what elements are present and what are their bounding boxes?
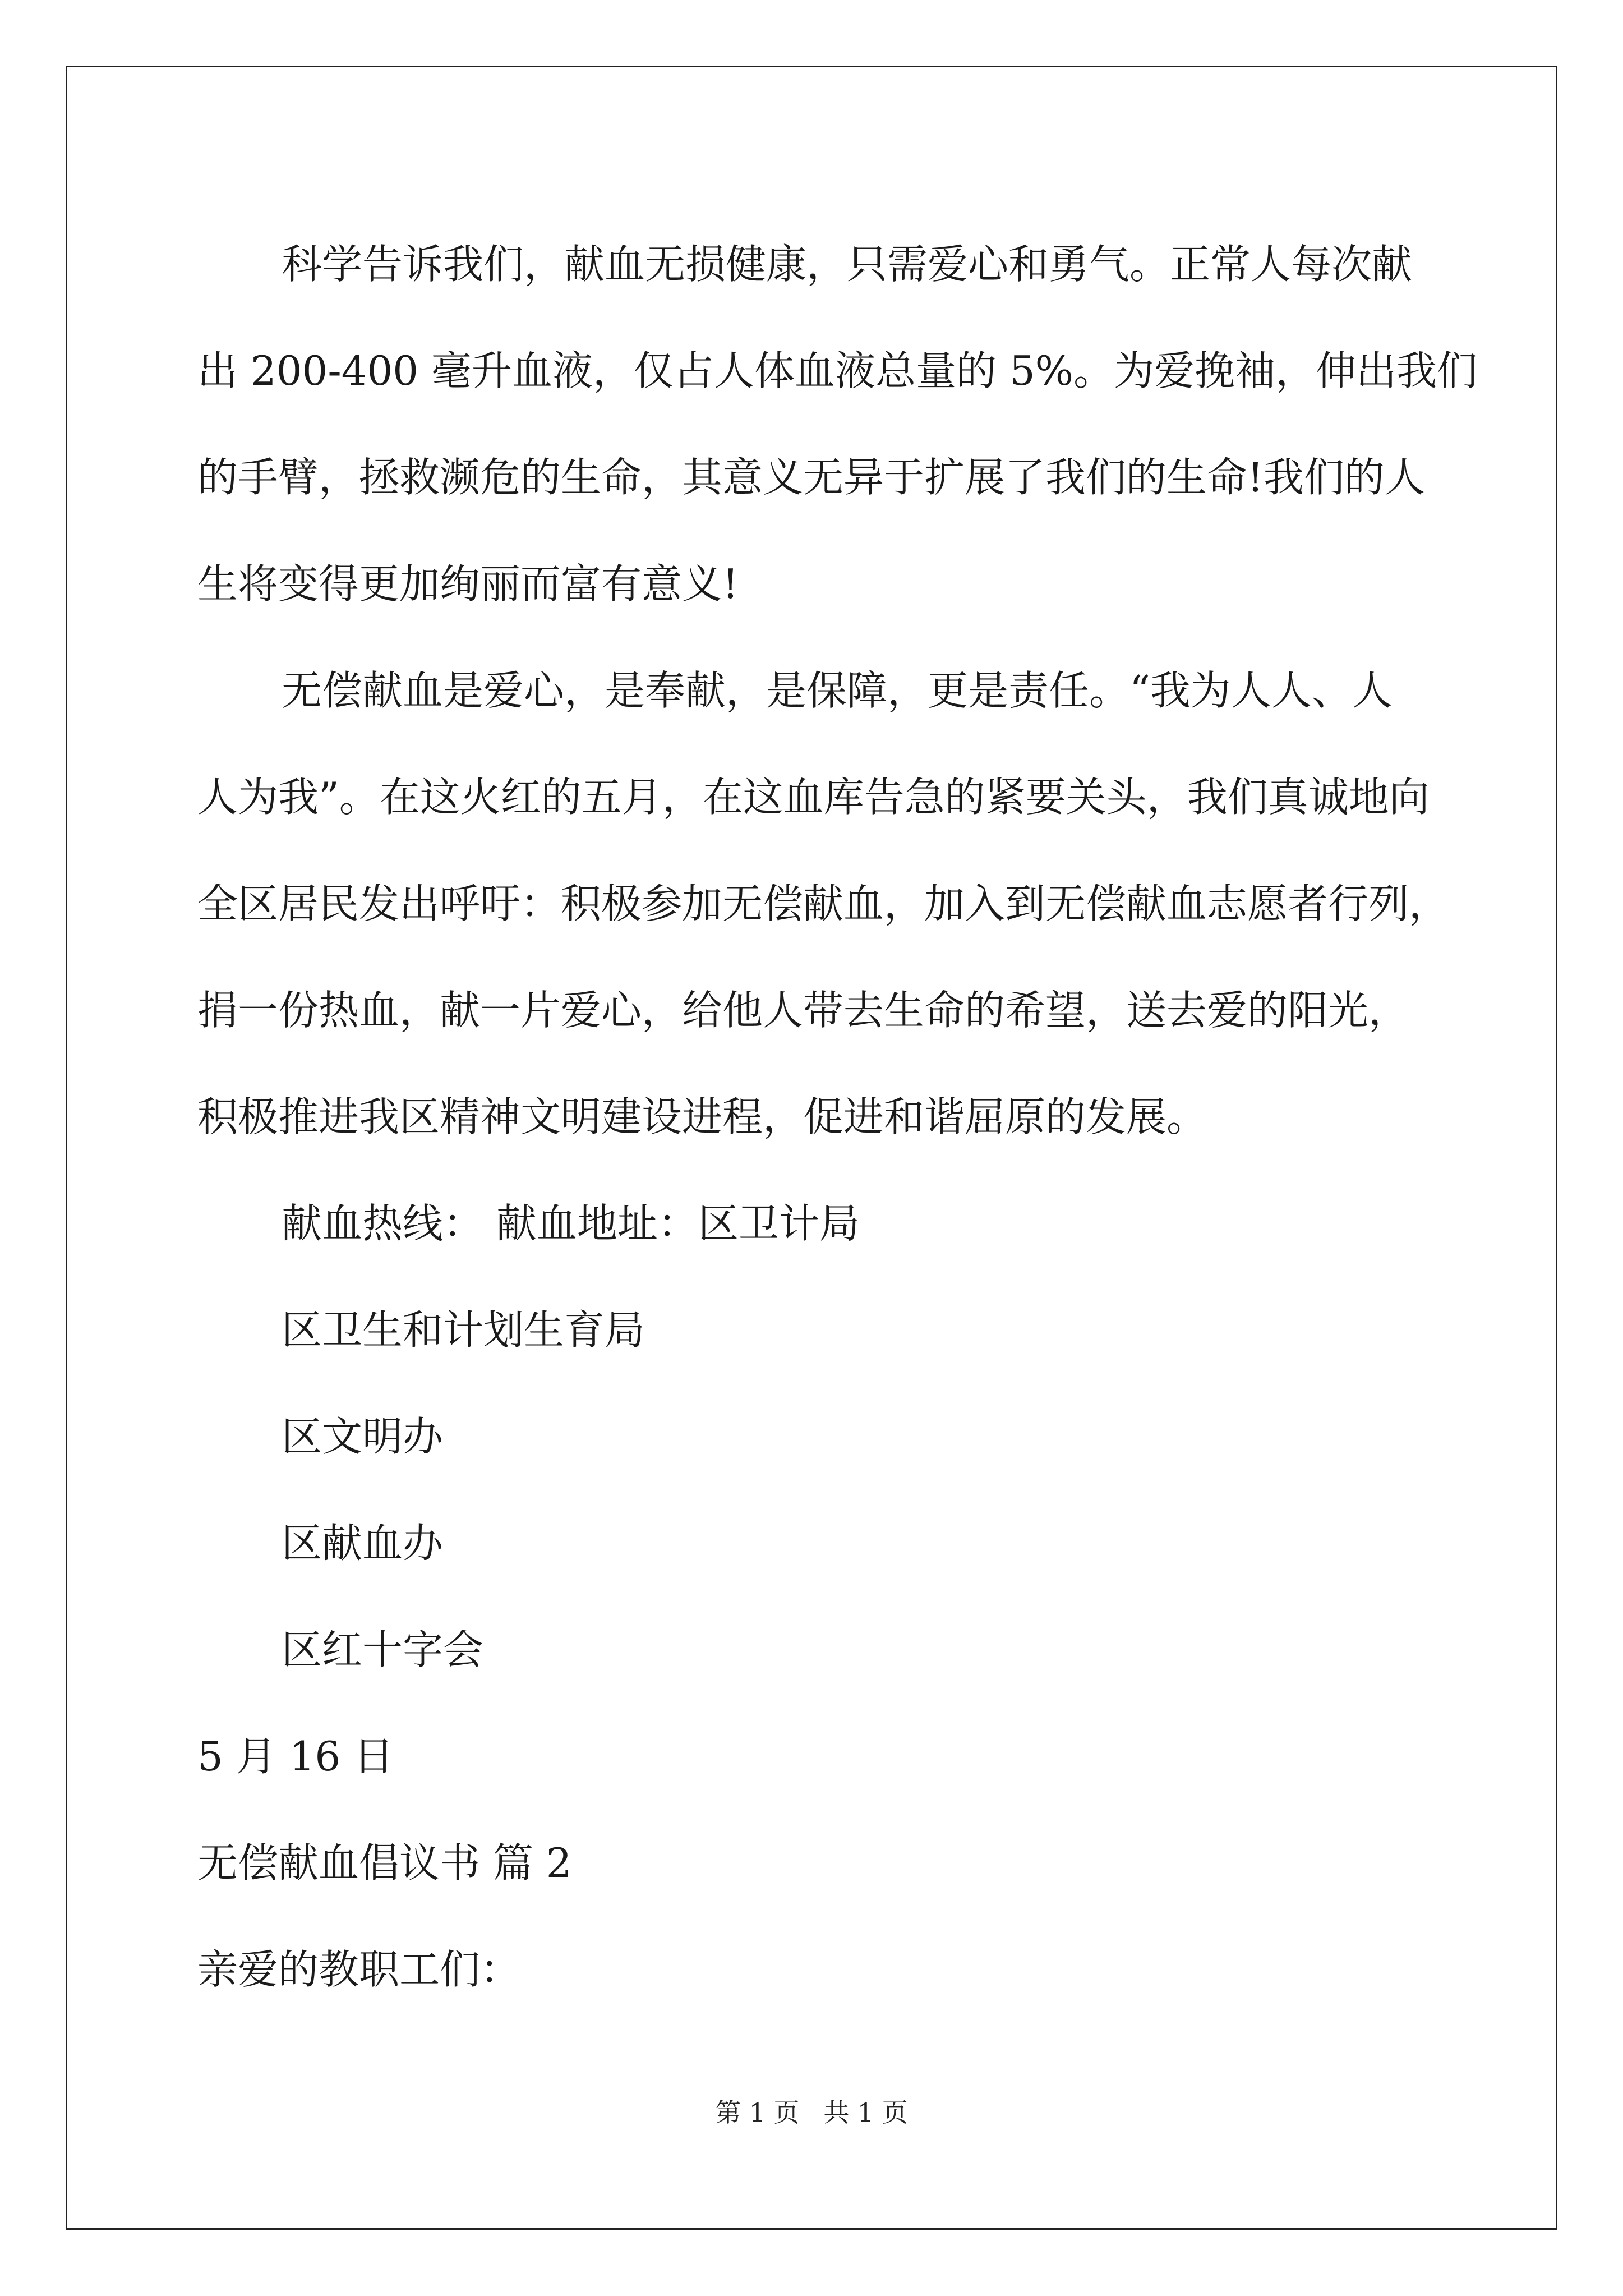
- paragraph-line: 生将变得更加绚丽而富有意义!: [197, 560, 739, 608]
- salutation: 亲爱的教职工们：: [197, 1946, 521, 1993]
- paragraph-line: 全区居民发出呼吁：积极参加无偿献血，加入到无偿献血志愿者行列，: [197, 880, 1450, 927]
- paragraph-line: 人为我”。在这火红的五月，在这血库告急的紧要关头，我们真诚地向: [197, 774, 1430, 821]
- document-body: [197, 211, 1478, 2023]
- date-line: 5 月 16 日: [197, 1733, 394, 1780]
- page-footer: [0, 2092, 1623, 2129]
- signatory-blood-office: 区献血办: [282, 1520, 444, 1567]
- paragraph-line: 出 200-400 毫升血液，仅占人体血液总量的 5%。为爱挽袖，伸出我们: [197, 347, 1478, 394]
- paragraph-1: [197, 211, 1478, 637]
- signatory-health-bureau: 区卫生和计划生育局: [282, 1306, 645, 1354]
- paragraph-line: 的手臂，拯救濒危的生命，其意义无异于扩展了我们的生命!我们的人: [197, 454, 1425, 501]
- page-total: 共 1 页: [823, 2097, 908, 2128]
- signatory-civilization-office: 区文明办: [282, 1413, 444, 1460]
- page-number: 第 1 页: [715, 2097, 800, 2128]
- paragraph-line: 无偿献血是爱心，是奉献，是保障，更是责任。“我为人人、人: [282, 667, 1393, 714]
- paragraph-2: [197, 637, 1454, 1170]
- paragraph-line: 科学告诉我们，献血无损健康，只需爱心和勇气。正常人每次献: [282, 241, 1413, 288]
- contact-line: 献血热线： 献血地址：区卫计局: [282, 1200, 860, 1247]
- signatory-red-cross: 区红十字会: [282, 1626, 484, 1673]
- paragraph-line: 积极推进我区精神文明建设进程，促进和谐屈原的发展。: [197, 1093, 1207, 1140]
- section-title: 无偿献血倡议书 篇 2: [197, 1839, 572, 1887]
- paragraph-line: 捐一份热血，献一片爱心，给他人带去生命的希望，送去爱的阳光，: [197, 987, 1409, 1034]
